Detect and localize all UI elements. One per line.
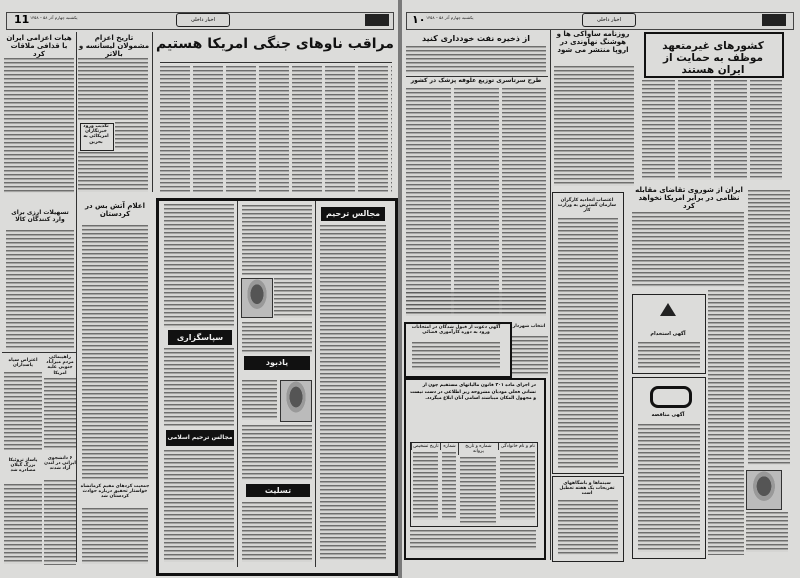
headline-students: ۶ دانشجوی ایرانی در لندن آزاد شدند xyxy=(44,456,76,472)
headline-conscripts: تاریخ اعزام مشمولان لیسانسه و بالاتر xyxy=(78,34,150,59)
masthead-logo xyxy=(365,14,389,26)
page-date: یکشنبه چهارم آذر ۵۸ – ۱۳۵۸ xyxy=(30,15,78,20)
page-number: 11 xyxy=(14,13,30,26)
headline-mayor: انتخاب شهردار xyxy=(512,324,546,329)
ad-remembrance-heading: یادبود xyxy=(244,356,310,370)
ad-judicial-exam-heading: آگهی دعوت از قبول شدگان در امتحانات ورود به دوره کارآموزی قضائی xyxy=(411,325,501,336)
headline-kurds: جمعیت کردهای مقیم کرمانشاه خواستار تحقیق درباره حوادث کردستان شد xyxy=(80,484,150,500)
section-label: اخبار داخلی xyxy=(176,13,230,27)
portrait-photo xyxy=(280,380,312,422)
headline-currency: تسهیلات ارزی برای وارد کنندگان کالا xyxy=(11,209,69,223)
headline-ceasefire: اعلام آتش بس در کردستان xyxy=(84,202,145,219)
headline-strike: اعتصاب اتحادیه کارگران سازمان گسترش به وزارت کار xyxy=(557,198,617,214)
ad-memorial-heading: مجالس ترحیم xyxy=(321,207,385,221)
headline-libya: هیات اعزامی ایران با قذافی ملاقات کرد xyxy=(6,34,72,59)
table-header: تاریخ تشخیص xyxy=(411,443,440,450)
ad-tender-heading: آگهی مناقصه xyxy=(651,412,685,418)
ad-islamic-memorial-heading: مجالس ترحیم اسلامی xyxy=(166,430,234,446)
headline-soviet: ایران از شوروی تقاضای مقابله نظامی در برابر امریکا نخواهد کرد xyxy=(635,186,743,211)
table-header: شماره xyxy=(440,443,458,450)
headline-oil: از ذخیره نفت خودداری کنید xyxy=(421,34,531,43)
headline-guards: اعتراض سپاه پاسداران xyxy=(8,358,38,369)
page-date: یکشنبه چهارم آذر ۵۸ – ۱۳۵۸ xyxy=(426,15,474,20)
ad-condolence-heading: تسلیت xyxy=(246,484,310,497)
portrait-photo xyxy=(241,278,273,318)
tax-notice-table xyxy=(410,442,538,527)
right-page xyxy=(402,0,800,578)
ad-thanks-heading: سپاسگزاری xyxy=(168,330,232,345)
headline-fodder: طرح سرتاسری توزیع علوفه پزشک در کشور xyxy=(410,77,542,84)
main-headline: مراقب ناوهای جنگی امریکا هستیم xyxy=(156,36,394,52)
section-label: اخبار داخلی xyxy=(582,13,636,27)
ad-employment-heading: آگهی استخدام xyxy=(650,331,686,337)
headline-savak: روزنامه ساواکی ها و هوشنگ نهاوندی در اروپا منتشر می شود xyxy=(556,30,630,55)
masthead-logo xyxy=(762,14,786,26)
company-logo-icon xyxy=(650,386,692,408)
left-page xyxy=(0,0,398,578)
headline-passage: پاساژ تروئیکا بزرگ گیلان مصادره شد xyxy=(8,458,38,474)
headline-march: راهپیمائی مردم میرآباد جنوبی علیه امریکا xyxy=(46,355,74,376)
headline-bahrain: تکذیب ورود خبرنگاران امریکائی به بحرین xyxy=(83,124,109,145)
page-number: ۱۰ xyxy=(412,13,426,26)
triangle-logo-icon xyxy=(660,303,676,316)
table-header: شماره و تاریخ پروانه xyxy=(458,443,497,455)
headline-nonaligned: کشورهای غیرمتعهد موظف به حمایت از ایران هستند xyxy=(662,40,764,77)
headline-cinemas: سینماها و باشگاههای تفریحات یک هفته تعطیل است xyxy=(559,481,615,497)
portrait-photo xyxy=(746,470,782,510)
tax-notice-intro: در اجرای ماده ۳۰۱ قانون مالیاتهای مستقیم چون از نشانی فعلی مودیان مشروحه زیر اطلاعی در دست نیست و مجهول المکان میباشند اسامی آنان ابلاغ میگردد. xyxy=(410,383,536,402)
table-header: نام و نام خانوادگی xyxy=(498,443,537,450)
